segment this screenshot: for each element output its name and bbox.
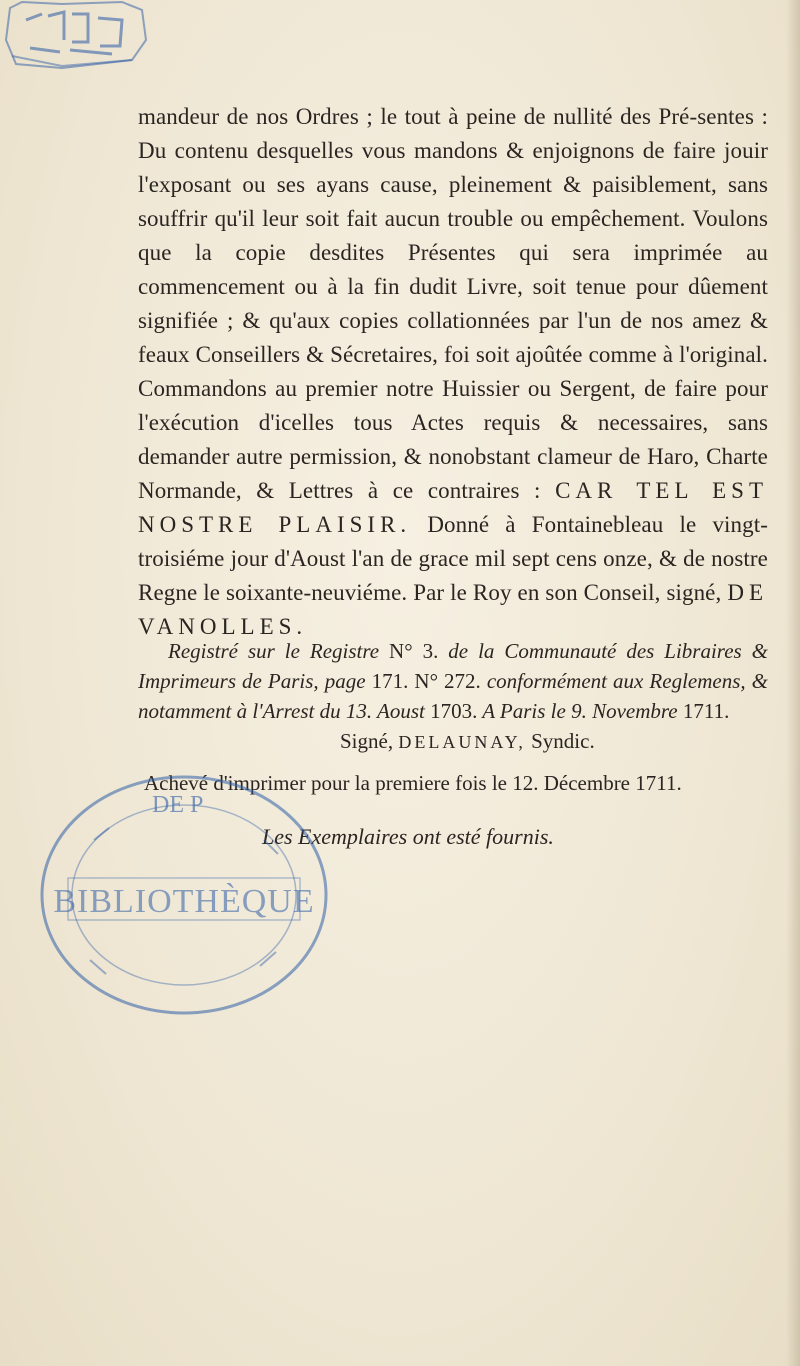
stamp-center-text: BIBLIOTHÈQUE xyxy=(53,883,315,920)
privilege-text xyxy=(138,100,768,644)
registry-text-4: A Paris le 9. Novembre xyxy=(482,699,678,723)
page-edge-shadow xyxy=(786,0,800,1366)
registry-note xyxy=(138,636,768,726)
registry-page: 171. xyxy=(371,669,409,693)
stamp-ring-text: DE P xyxy=(152,792,204,818)
privilege-paragraph: mandeur de nos Ordres ; le tout à peine de nullité des Pré-sentes : Du contenu desquelles vous mandons & enjoignons de faire jouir l'exposant ou ses ayans cause, pleinement & paisiblement, sans souffrir qu'il leur soit fait aucun trouble ou empêchement. Voulons que la copie desdites Présentes qui sera imprimée au commencement ou à la fin dudit Livre, soit tenue pour dûement signifiée ; & qu'aux copies collationnées par l'un de nos amez & feaux Conseillers & Sécretaires, foi soit ajoûtée comme à l'original. Commandons au premier notre Huissier ou Sergent, de faire pour l'exécution d'icelles tous Actes requis & necessaires, sans demander autre permission, & nonobstant clameur de Haro, Charte Normande, & Lettres à ce contraires : xyxy=(138,104,768,503)
registry-text-3: conformément aux Reglemens, & notamment à l'Arrest du 13. Aoust xyxy=(138,669,769,723)
registry-number-2: N° 272. xyxy=(414,669,481,693)
copies-supplied-line: Les Exemplaires ont esté fournis. xyxy=(262,824,554,849)
library-stamp xyxy=(34,770,334,1020)
printing-completed-line: Achevé d'imprimer pour la premiere fois le 12. Décembre 1711. xyxy=(144,771,682,795)
registry-year: 1703. xyxy=(430,699,478,723)
syndic-signature xyxy=(340,726,595,757)
top-library-stamp xyxy=(2,0,152,72)
signed-name: DELAUNAY, xyxy=(398,732,526,752)
car-tel-formula: CAR TEL EST NOSTRE PLAISIR. xyxy=(138,478,768,537)
registry-text-2: de la Communauté des Libraires & Imprimeurs de Paris, page xyxy=(138,639,768,693)
royal-signature: DE VANOLLES. xyxy=(138,580,768,639)
registry-text-1: Registré sur le Registre xyxy=(168,639,380,663)
registry-date-year: 1711. xyxy=(682,699,730,723)
signed-prefix: Signé, xyxy=(340,729,394,753)
signed-role: Syndic. xyxy=(531,729,595,753)
registry-number-1: N° 3. xyxy=(389,639,439,663)
date-paragraph: Donné à Fontainebleau le vingt-troisiéme jour d'Aoust l'an de grace mil sept cens onze, & de nostre Regne le soixante-neuviéme. Par le Roy en son Conseil, signé, xyxy=(138,512,768,605)
